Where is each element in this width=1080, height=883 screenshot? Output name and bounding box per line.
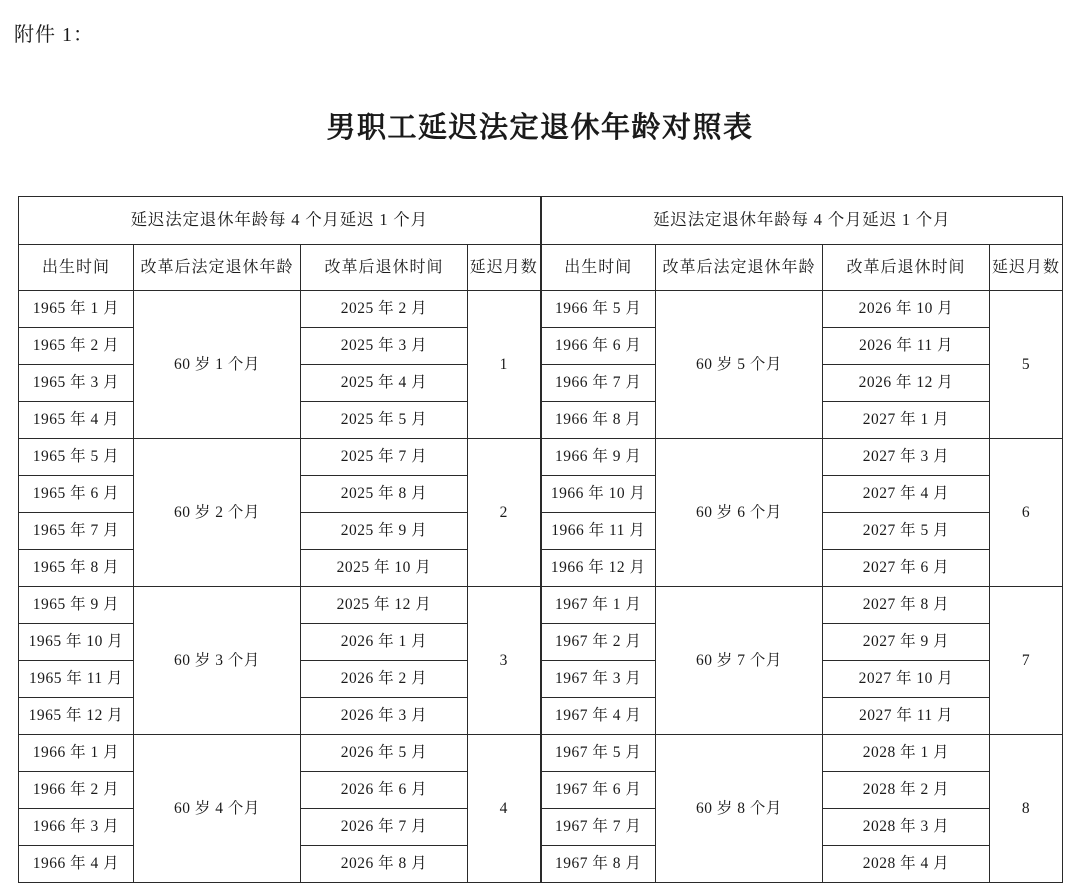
cell-retire: 2025 年 8 月 [301, 476, 468, 513]
cell-retire: 2026 年 7 月 [301, 809, 468, 846]
column-header-retire-left: 改革后退休时间 [301, 245, 468, 291]
group-header-row [19, 197, 1063, 245]
table-row [19, 439, 1063, 476]
cell-birth: 1966 年 6 月 [541, 328, 656, 365]
cell-retire: 2028 年 4 月 [823, 846, 990, 883]
group-header-right: 延迟法定退休年龄每 4 个月延迟 1 个月 [541, 197, 1063, 245]
table-row [19, 735, 1063, 772]
table-row [19, 587, 1063, 624]
cell-months: 1 [468, 291, 541, 439]
cell-retire: 2027 年 5 月 [823, 513, 990, 550]
cell-months: 7 [990, 587, 1063, 735]
cell-birth: 1966 年 1 月 [19, 735, 134, 772]
cell-months: 3 [468, 587, 541, 735]
column-header-age-right: 改革后法定退休年龄 [656, 245, 823, 291]
cell-retire: 2026 年 12 月 [823, 365, 990, 402]
group-header-left: 延迟法定退休年龄每 4 个月延迟 1 个月 [19, 197, 541, 245]
cell-age: 60 岁 5 个月 [656, 291, 823, 439]
cell-retire: 2027 年 9 月 [823, 624, 990, 661]
retirement-age-table [18, 196, 1063, 883]
table-body [19, 197, 1063, 883]
cell-retire: 2027 年 8 月 [823, 587, 990, 624]
column-header-months-left: 延迟月数 [468, 245, 541, 291]
retirement-age-table-wrapper [18, 196, 1062, 883]
cell-retire: 2025 年 5 月 [301, 402, 468, 439]
cell-months: 5 [990, 291, 1063, 439]
cell-birth: 1966 年 4 月 [19, 846, 134, 883]
cell-birth: 1967 年 6 月 [541, 772, 656, 809]
cell-age: 60 岁 7 个月 [656, 587, 823, 735]
cell-retire: 2027 年 3 月 [823, 439, 990, 476]
cell-retire: 2026 年 6 月 [301, 772, 468, 809]
cell-retire: 2026 年 8 月 [301, 846, 468, 883]
cell-birth: 1965 年 9 月 [19, 587, 134, 624]
column-header-retire-right: 改革后退休时间 [823, 245, 990, 291]
cell-birth: 1965 年 6 月 [19, 476, 134, 513]
cell-birth: 1966 年 10 月 [541, 476, 656, 513]
cell-retire: 2025 年 4 月 [301, 365, 468, 402]
cell-birth: 1965 年 3 月 [19, 365, 134, 402]
cell-birth: 1966 年 2 月 [19, 772, 134, 809]
cell-birth: 1966 年 5 月 [541, 291, 656, 328]
cell-birth: 1966 年 8 月 [541, 402, 656, 439]
cell-retire: 2025 年 12 月 [301, 587, 468, 624]
cell-retire: 2025 年 2 月 [301, 291, 468, 328]
cell-age: 60 岁 2 个月 [134, 439, 301, 587]
cell-birth: 1967 年 8 月 [541, 846, 656, 883]
cell-age: 60 岁 1 个月 [134, 291, 301, 439]
cell-retire: 2026 年 11 月 [823, 328, 990, 365]
cell-birth: 1967 年 4 月 [541, 698, 656, 735]
cell-retire: 2027 年 1 月 [823, 402, 990, 439]
column-header-row [19, 245, 1063, 291]
cell-birth: 1966 年 11 月 [541, 513, 656, 550]
cell-birth: 1966 年 12 月 [541, 550, 656, 587]
cell-birth: 1967 年 1 月 [541, 587, 656, 624]
cell-retire: 2025 年 7 月 [301, 439, 468, 476]
cell-birth: 1965 年 1 月 [19, 291, 134, 328]
cell-age: 60 岁 3 个月 [134, 587, 301, 735]
cell-birth: 1965 年 12 月 [19, 698, 134, 735]
cell-retire: 2027 年 10 月 [823, 661, 990, 698]
table-row [19, 291, 1063, 328]
cell-retire: 2025 年 3 月 [301, 328, 468, 365]
cell-months: 4 [468, 735, 541, 883]
cell-birth: 1966 年 7 月 [541, 365, 656, 402]
cell-retire: 2026 年 1 月 [301, 624, 468, 661]
cell-birth: 1965 年 7 月 [19, 513, 134, 550]
cell-retire: 2025 年 9 月 [301, 513, 468, 550]
cell-birth: 1966 年 9 月 [541, 439, 656, 476]
column-header-birth-left: 出生时间 [19, 245, 134, 291]
cell-birth: 1965 年 2 月 [19, 328, 134, 365]
cell-retire: 2027 年 4 月 [823, 476, 990, 513]
cell-retire: 2028 年 3 月 [823, 809, 990, 846]
cell-birth: 1965 年 5 月 [19, 439, 134, 476]
cell-retire: 2026 年 2 月 [301, 661, 468, 698]
cell-retire: 2026 年 10 月 [823, 291, 990, 328]
cell-birth: 1967 年 3 月 [541, 661, 656, 698]
column-header-months-right: 延迟月数 [990, 245, 1063, 291]
cell-birth: 1965 年 8 月 [19, 550, 134, 587]
cell-retire: 2028 年 2 月 [823, 772, 990, 809]
cell-birth: 1967 年 7 月 [541, 809, 656, 846]
cell-age: 60 岁 6 个月 [656, 439, 823, 587]
cell-birth: 1965 年 10 月 [19, 624, 134, 661]
page-title: 男职工延迟法定退休年龄对照表 [326, 112, 754, 144]
cell-retire: 2026 年 3 月 [301, 698, 468, 735]
cell-birth: 1967 年 5 月 [541, 735, 656, 772]
column-header-age-left: 改革后法定退休年龄 [134, 245, 301, 291]
cell-age: 60 岁 8 个月 [656, 735, 823, 883]
cell-age: 60 岁 4 个月 [134, 735, 301, 883]
cell-retire: 2026 年 5 月 [301, 735, 468, 772]
cell-birth: 1965 年 11 月 [19, 661, 134, 698]
cell-months: 8 [990, 735, 1063, 883]
cell-retire: 2028 年 1 月 [823, 735, 990, 772]
cell-retire: 2027 年 11 月 [823, 698, 990, 735]
column-header-birth-right: 出生时间 [541, 245, 656, 291]
cell-birth: 1967 年 2 月 [541, 624, 656, 661]
cell-months: 2 [468, 439, 541, 587]
attachment-label: 附件 1： [14, 24, 94, 46]
cell-retire: 2027 年 6 月 [823, 550, 990, 587]
cell-birth: 1965 年 4 月 [19, 402, 134, 439]
cell-months: 6 [990, 439, 1063, 587]
cell-retire: 2025 年 10 月 [301, 550, 468, 587]
cell-birth: 1966 年 3 月 [19, 809, 134, 846]
